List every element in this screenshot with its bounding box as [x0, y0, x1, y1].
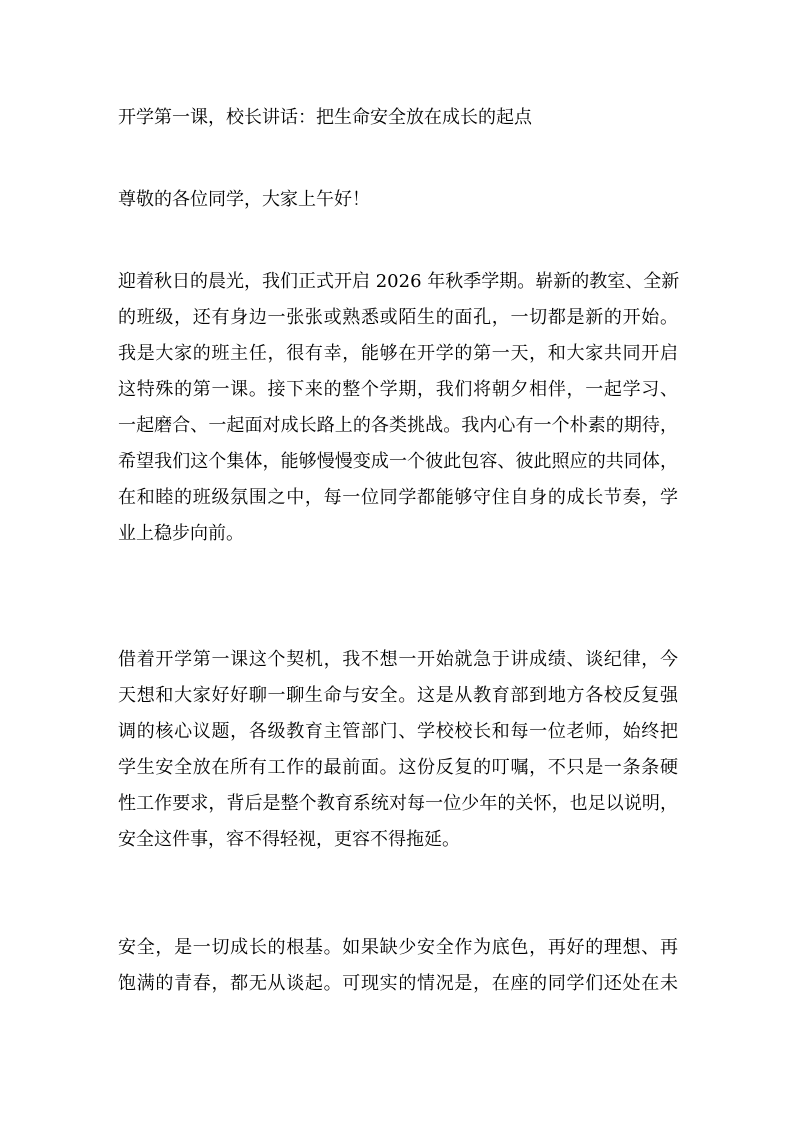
paragraph-3 [118, 930, 678, 1002]
paragraph-line: 的班级，还有身边一张张或熟悉或陌生的面孔，一切都是新的开始。 [118, 307, 678, 328]
paragraph-line: 希望我们这个集体，能够慢慢变成一个彼此包容、彼此照应的共同体， [118, 451, 678, 472]
paragraph-line: 一起磨合、一起面对成长路上的各类挑战。我内心有一个朴素的期待， [118, 415, 678, 436]
paragraph-line: 天想和大家好好聊一聊生命与安全。这是从教育部到地方各校反复强 [118, 685, 678, 706]
paragraph-line: 在和睦的班级氛围之中，每一位同学都能够守住自身的成长节奏，学 [118, 487, 678, 508]
paragraph-line: 业上稳步向前。 [118, 523, 244, 544]
paragraph-line: 性工作要求，背后是整个教育系统对每一位少年的关怀，也足以说明， [118, 793, 678, 814]
paragraph-line: 安全，是一切成长的根基。如果缺少安全作为底色，再好的理想、再 [118, 937, 678, 958]
paragraph-line: 我是大家的班主任，很有幸，能够在开学的第一天，和大家共同开启 [118, 343, 678, 364]
paragraph-line: 调的核心议题，各级教育主管部门、学校校长和每一位老师，始终把 [118, 721, 678, 742]
paragraph-line: 这特殊的第一课。接下来的整个学期，我们将朝夕相伴，一起学习、 [118, 379, 678, 400]
paragraph-1 [118, 264, 678, 552]
paragraph-line: 饱满的青春，都无从谈起。可现实的情况是，在座的同学们还处在未 [118, 973, 678, 994]
paragraph-line: 安全这件事，容不得轻视，更容不得拖延。 [118, 829, 460, 850]
paragraph-line: 迎着秋日的晨光，我们正式开启 2026 年秋季学期。崭新的教室、全新 [118, 271, 680, 292]
document-title: 开学第一课，校长讲话：把生命安全放在成长的起点 [118, 107, 532, 128]
paragraph-line: 学生安全放在所有工作的最前面。这份反复的叮嘱，不只是一条条硬 [118, 757, 678, 778]
paragraph-line: 借着开学第一课这个契机，我不想一开始就急于讲成绩、谈纪律，今 [118, 649, 678, 670]
paragraph-2 [118, 642, 678, 858]
greeting-line: 尊敬的各位同学，大家上午好！ [118, 189, 370, 210]
